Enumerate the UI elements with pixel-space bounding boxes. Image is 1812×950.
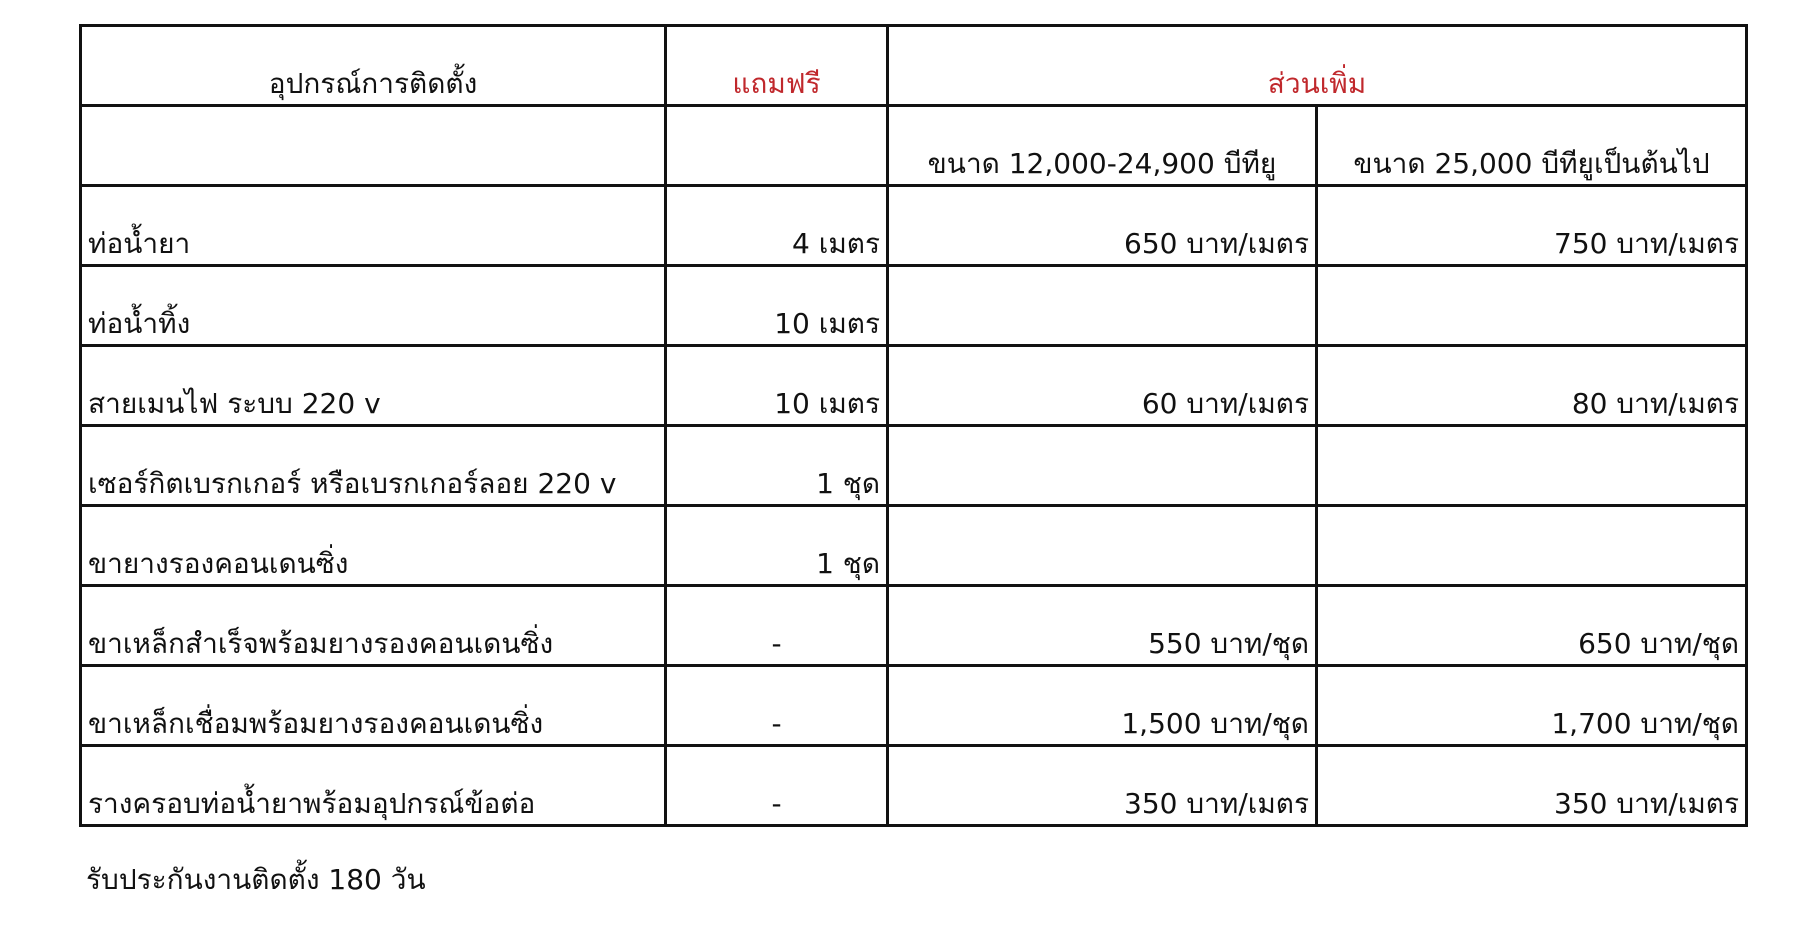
row-price-large: [1317, 506, 1747, 586]
header-free: แถมฟรี: [666, 26, 888, 106]
row-free: 1 ชุด: [666, 426, 888, 506]
row-price-small: 650 บาท/เมตร: [888, 186, 1317, 266]
row-free: 10 เมตร: [666, 266, 888, 346]
row-item: สายเมนไฟ ระบบ 220 v: [81, 346, 666, 426]
row-price-large: 750 บาท/เมตร: [1317, 186, 1747, 266]
header-extra: ส่วนเพิ่ม: [888, 26, 1747, 106]
installation-price-table-container: [79, 24, 1745, 827]
row-price-small: 350 บาท/เมตร: [888, 746, 1317, 826]
table-row: [81, 586, 1747, 666]
row-price-large: 80 บาท/เมตร: [1317, 346, 1747, 426]
row-price-small: [888, 266, 1317, 346]
installation-price-table: [79, 24, 1748, 827]
row-price-small: [888, 426, 1317, 506]
table-row: [81, 186, 1747, 266]
row-free: -: [666, 586, 888, 666]
subheader-size-small: ขนาด 12,000-24,900 บีทียู: [888, 106, 1317, 186]
table-row: [81, 426, 1747, 506]
row-price-large: 650 บาท/ชุด: [1317, 586, 1747, 666]
row-price-large: 1,700 บาท/ชุด: [1317, 666, 1747, 746]
table-row: [81, 746, 1747, 826]
row-free: 1 ชุด: [666, 506, 888, 586]
table-row: [81, 346, 1747, 426]
row-item: ท่อน้ำยา: [81, 186, 666, 266]
header-row: [81, 26, 1747, 106]
row-price-small: [888, 506, 1317, 586]
row-price-small: 550 บาท/ชุด: [888, 586, 1317, 666]
row-item: ขาเหล็กเชื่อมพร้อมยางรองคอนเดนซิ่ง: [81, 666, 666, 746]
subheader-row: [81, 106, 1747, 186]
row-item: ท่อน้ำทิ้ง: [81, 266, 666, 346]
row-item: เซอร์กิตเบรกเกอร์ หรือเบรกเกอร์ลอย 220 v: [81, 426, 666, 506]
table-row: [81, 666, 1747, 746]
row-free: 10 เมตร: [666, 346, 888, 426]
table-row: [81, 506, 1747, 586]
table-row: [81, 266, 1747, 346]
warranty-note: รับประกันงานติดตั้ง 180 วัน: [86, 863, 426, 896]
row-item: ขาเหล็กสำเร็จพร้อมยางรองคอนเดนซิ่ง: [81, 586, 666, 666]
row-item: ขายางรองคอนเดนซิ่ง: [81, 506, 666, 586]
row-price-large: [1317, 266, 1747, 346]
subheader-blank-free: [666, 106, 888, 186]
row-price-large: [1317, 426, 1747, 506]
row-free: -: [666, 666, 888, 746]
row-price-small: 60 บาท/เมตร: [888, 346, 1317, 426]
row-item: รางครอบท่อน้ำยาพร้อมอุปกรณ์ข้อต่อ: [81, 746, 666, 826]
row-free: 4 เมตร: [666, 186, 888, 266]
header-item: อุปกรณ์การติดตั้ง: [81, 26, 666, 106]
row-price-large: 350 บาท/เมตร: [1317, 746, 1747, 826]
subheader-blank-item: [81, 106, 666, 186]
subheader-size-large: ขนาด 25,000 บีทียูเป็นต้นไป: [1317, 106, 1747, 186]
row-price-small: 1,500 บาท/ชุด: [888, 666, 1317, 746]
row-free: -: [666, 746, 888, 826]
